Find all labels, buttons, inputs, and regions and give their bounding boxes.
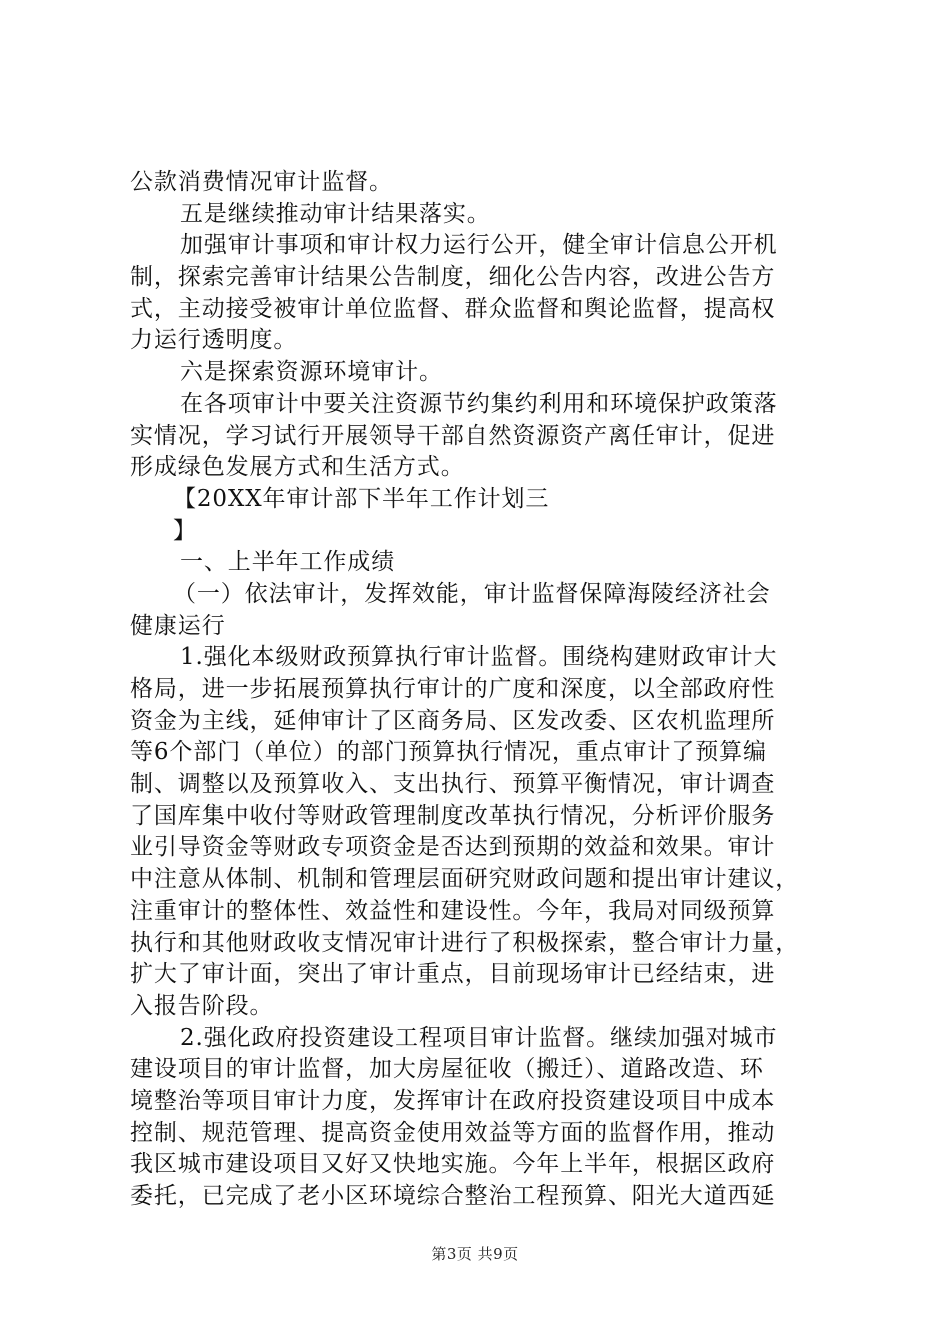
text-line: 了国库集中收付等财政管理制度改革执行情况，分析评价服务 — [130, 802, 776, 829]
subheading: 一、上半年工作成绩 — [180, 549, 396, 576]
text-line: 健康运行 — [130, 612, 226, 639]
text-line: 注重审计的整体性、效益性和建设性。今年，我局对同级预算 — [130, 897, 776, 924]
text-line: 制，探索完善审计结果公告制度，细化公告内容，改进公告方 — [130, 264, 776, 291]
text-line: 中注意从体制、机制和管理层面研究财政问题和提出审计建议， — [130, 866, 800, 893]
text-line: 式，主动接受被审计单位监督、群众监督和舆论监督，提高权 — [130, 295, 776, 322]
text-line: 扩大了审计面，突出了审计重点，目前现场审计已经结束，进 — [130, 961, 776, 988]
document-body — [130, 167, 830, 1213]
text-line: 五是继续推动审计结果落实。 — [180, 200, 491, 227]
section-heading: 【20XX年审计部下半年工作计划三 — [173, 485, 550, 512]
text-line: 加强审计事项和审计权力运行公开，健全审计信息公开机 — [180, 232, 778, 259]
text-line: 格局，进一步拓展预算执行审计的广度和深度，以全部政府性 — [130, 676, 776, 702]
text-line: 等6个部门（单位）的部门预算执行情况，重点审计了预算编 — [130, 739, 767, 766]
text-line: 境整治等项目审计力度，发挥审计在政府投资建设项目中成本 — [130, 1087, 776, 1114]
text-line: 委托，已完成了老小区环境综合整治工程预算、阳光大道西延 — [130, 1183, 776, 1209]
section-heading-bracket: 】 — [173, 517, 197, 544]
text-line: 2.强化政府投资建设工程项目审计监督。继续加强对城市 — [180, 1024, 778, 1051]
page-footer: 第3页 共9页 — [431, 1245, 519, 1263]
text-line: 力运行透明度。 — [130, 327, 298, 354]
text-line: 入报告阶段。 — [130, 992, 274, 1019]
text-line: 形成绿色发展方式和生活方式。 — [130, 454, 465, 481]
text-line: 建设项目的审计监督，加大房屋征收（搬迁）、道路改造、环 — [130, 1056, 764, 1083]
text-line: 控制、规范管理、提高资金使用效益等方面的监督作用，推动 — [130, 1119, 776, 1146]
text-line: 公款消费情况审计监督。 — [130, 169, 393, 195]
text-line: 我区城市建设项目又好又快地实施。今年上半年，根据区政府 — [130, 1151, 776, 1178]
text-line: 制、调整以及预算收入、支出执行、预算平衡情况，审计调查 — [130, 771, 776, 798]
text-line: 业引导资金等财政专项资金是否达到预期的效益和效果。审计 — [130, 834, 776, 861]
text-line: 资金为主线，延伸审计了区商务局、区发改委、区农机监理所 — [130, 707, 776, 734]
text-line: 1.强化本级财政预算执行审计监督。围绕构建财政审计大 — [180, 644, 778, 671]
text-line: 执行和其他财政收支情况审计进行了积极探索，整合审计力量， — [130, 929, 800, 956]
text-line: 六是探索资源环境审计。 — [180, 359, 443, 386]
text-line: 实情况，学习试行开展领导干部自然资源资产离任审计，促进 — [130, 422, 776, 449]
subheading: （一）依法审计，发挥效能，审计监督保障海陵经济社会 — [173, 580, 771, 607]
text-line: 在各项审计中要关注资源节约集约利用和环境保护政策落 — [180, 390, 778, 417]
